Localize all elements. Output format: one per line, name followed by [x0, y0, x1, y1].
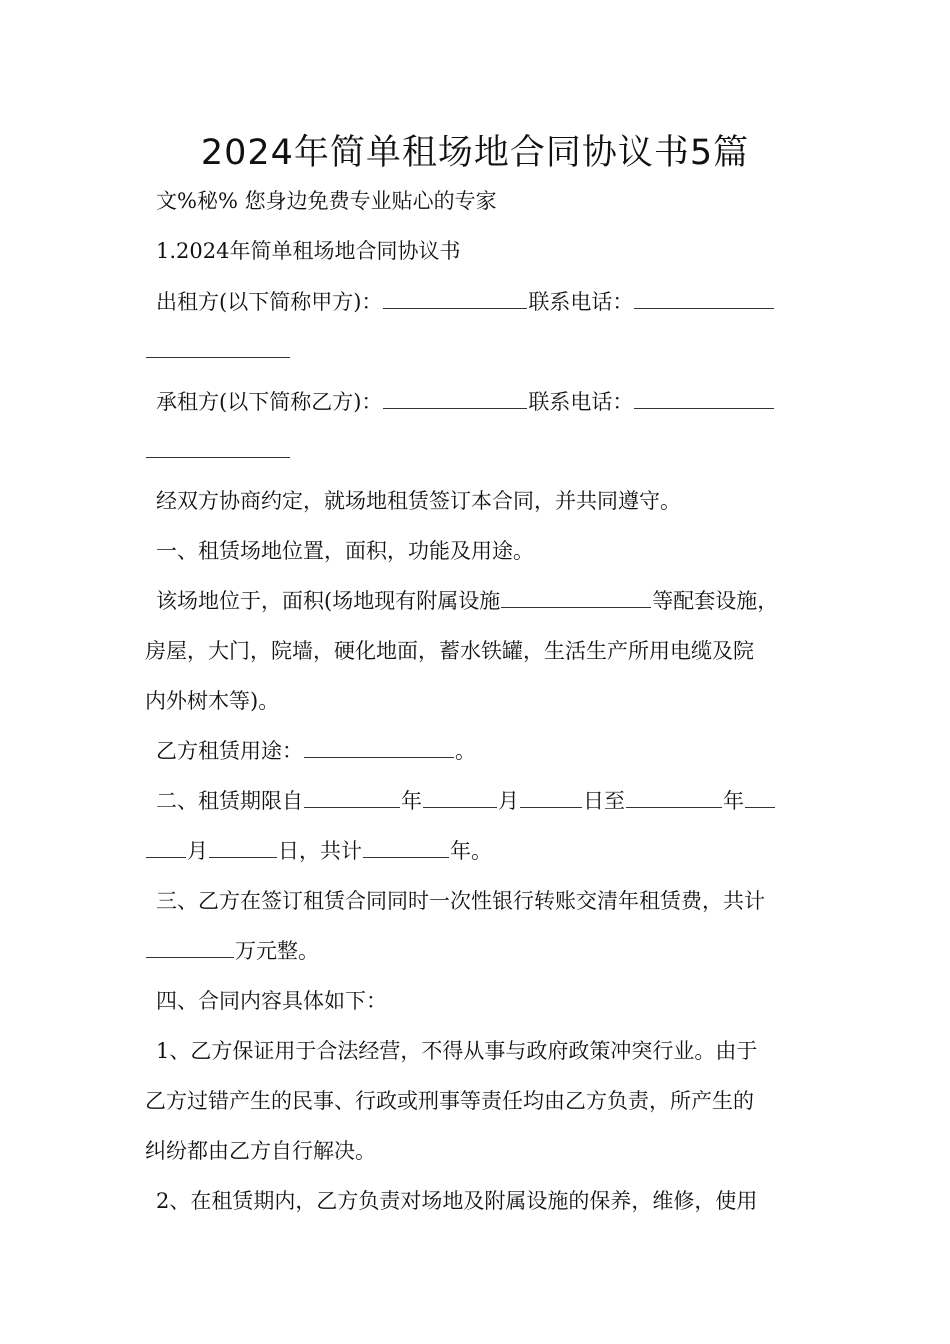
- rent-amount-blank[interactable]: [146, 937, 234, 958]
- usage-label: 乙方租赁用途：: [156, 739, 303, 763]
- clause3-line-b: [145, 936, 810, 966]
- clause2-month2-label: 月: [187, 839, 208, 863]
- clause3-end: 万元整。: [235, 939, 319, 963]
- end-year-blank[interactable]: [626, 787, 722, 808]
- start-month-blank[interactable]: [423, 787, 497, 808]
- lessor-line: [145, 287, 821, 317]
- item2-line-a: 2、在租赁期内，乙方负责对场地及附属设施的保养，维修，使用: [156, 1189, 758, 1213]
- clause3-line-a: 三、乙方在签订租赁合同同时一次性银行转账交清年租赁费，共计: [156, 889, 765, 913]
- lessee-phone-blank-continued[interactable]: [146, 437, 290, 458]
- usage-end: 。: [455, 739, 476, 763]
- lessee-label: 承租方(以下简称乙方)：: [156, 390, 383, 414]
- lessor-name-blank[interactable]: [383, 288, 527, 309]
- usage-blank[interactable]: [304, 737, 454, 758]
- clause1-heading: 一、租赁场地位置，面积，功能及用途。: [156, 539, 534, 563]
- lessee-name-blank[interactable]: [383, 388, 527, 409]
- lessor-phone-blank-continued[interactable]: [146, 337, 290, 358]
- clause1-text-b: 等配套设施，: [652, 589, 779, 613]
- clause1-line-c: 房屋，大门，院墙，硬化地面，蓄水铁罐，生活生产所用电缆及院: [145, 639, 754, 663]
- facilities-blank[interactable]: [501, 587, 651, 608]
- lessee-phone-blank[interactable]: [634, 388, 774, 409]
- clause2-line-a: [145, 786, 821, 816]
- clause4-heading: 四、合同内容具体如下：: [156, 989, 387, 1013]
- lessor-phone-blank[interactable]: [634, 288, 774, 309]
- usage-line: [145, 736, 821, 766]
- clause2-year2-label: 年: [723, 789, 744, 813]
- end-month-blank[interactable]: [745, 787, 775, 808]
- intro-paragraph: 经双方协商约定，就场地租赁签订本合同，并共同遵守。: [156, 489, 681, 513]
- start-day-blank[interactable]: [520, 787, 582, 808]
- clause2-day-total-label: 日，共计: [278, 839, 362, 863]
- end-month-blank-continued[interactable]: [146, 837, 186, 858]
- end-day-blank[interactable]: [209, 837, 277, 858]
- clause2-start: 二、租赁期限自: [156, 789, 303, 813]
- item1-line-b: 乙方过错产生的民事、行政或刑事等责任均由乙方负责，所产生的: [145, 1089, 754, 1113]
- item1-line-a: 1、乙方保证用于合法经营，不得从事与政府政策冲突行业。由于: [156, 1039, 758, 1063]
- start-year-blank[interactable]: [304, 787, 400, 808]
- clause1-text-a: 该场地位于，面积(场地现有附属设施: [156, 589, 501, 613]
- clause2-day-to-label: 日至: [583, 789, 625, 813]
- clause1-line-a: [145, 586, 821, 616]
- lessee-phone-label: 联系电话：: [528, 390, 634, 414]
- lessee-line: [145, 387, 821, 417]
- clause2-month-label: 月: [498, 789, 519, 813]
- clause2-end: 年。: [450, 839, 492, 863]
- lessee-phone-continued: [145, 436, 810, 466]
- lessor-phone-continued: [145, 336, 810, 366]
- clause2-line-b: [145, 836, 810, 866]
- clause2-year-label: 年: [401, 789, 422, 813]
- document-title: 2024年简单租场地合同协议书5篇: [200, 133, 750, 173]
- tagline: 文%秘% 您身边免费专业贴心的专家: [156, 189, 497, 213]
- item1-line-c: 纠纷都由乙方自行解决。: [145, 1139, 376, 1163]
- lessor-label: 出租方(以下简称甲方)：: [156, 290, 383, 314]
- lessor-phone-label: 联系电话：: [528, 290, 634, 314]
- clause1-line-d: 内外树木等)。: [145, 689, 280, 713]
- total-years-blank[interactable]: [363, 837, 449, 858]
- section-heading: 1.2024年简单租场地合同协议书: [156, 239, 461, 263]
